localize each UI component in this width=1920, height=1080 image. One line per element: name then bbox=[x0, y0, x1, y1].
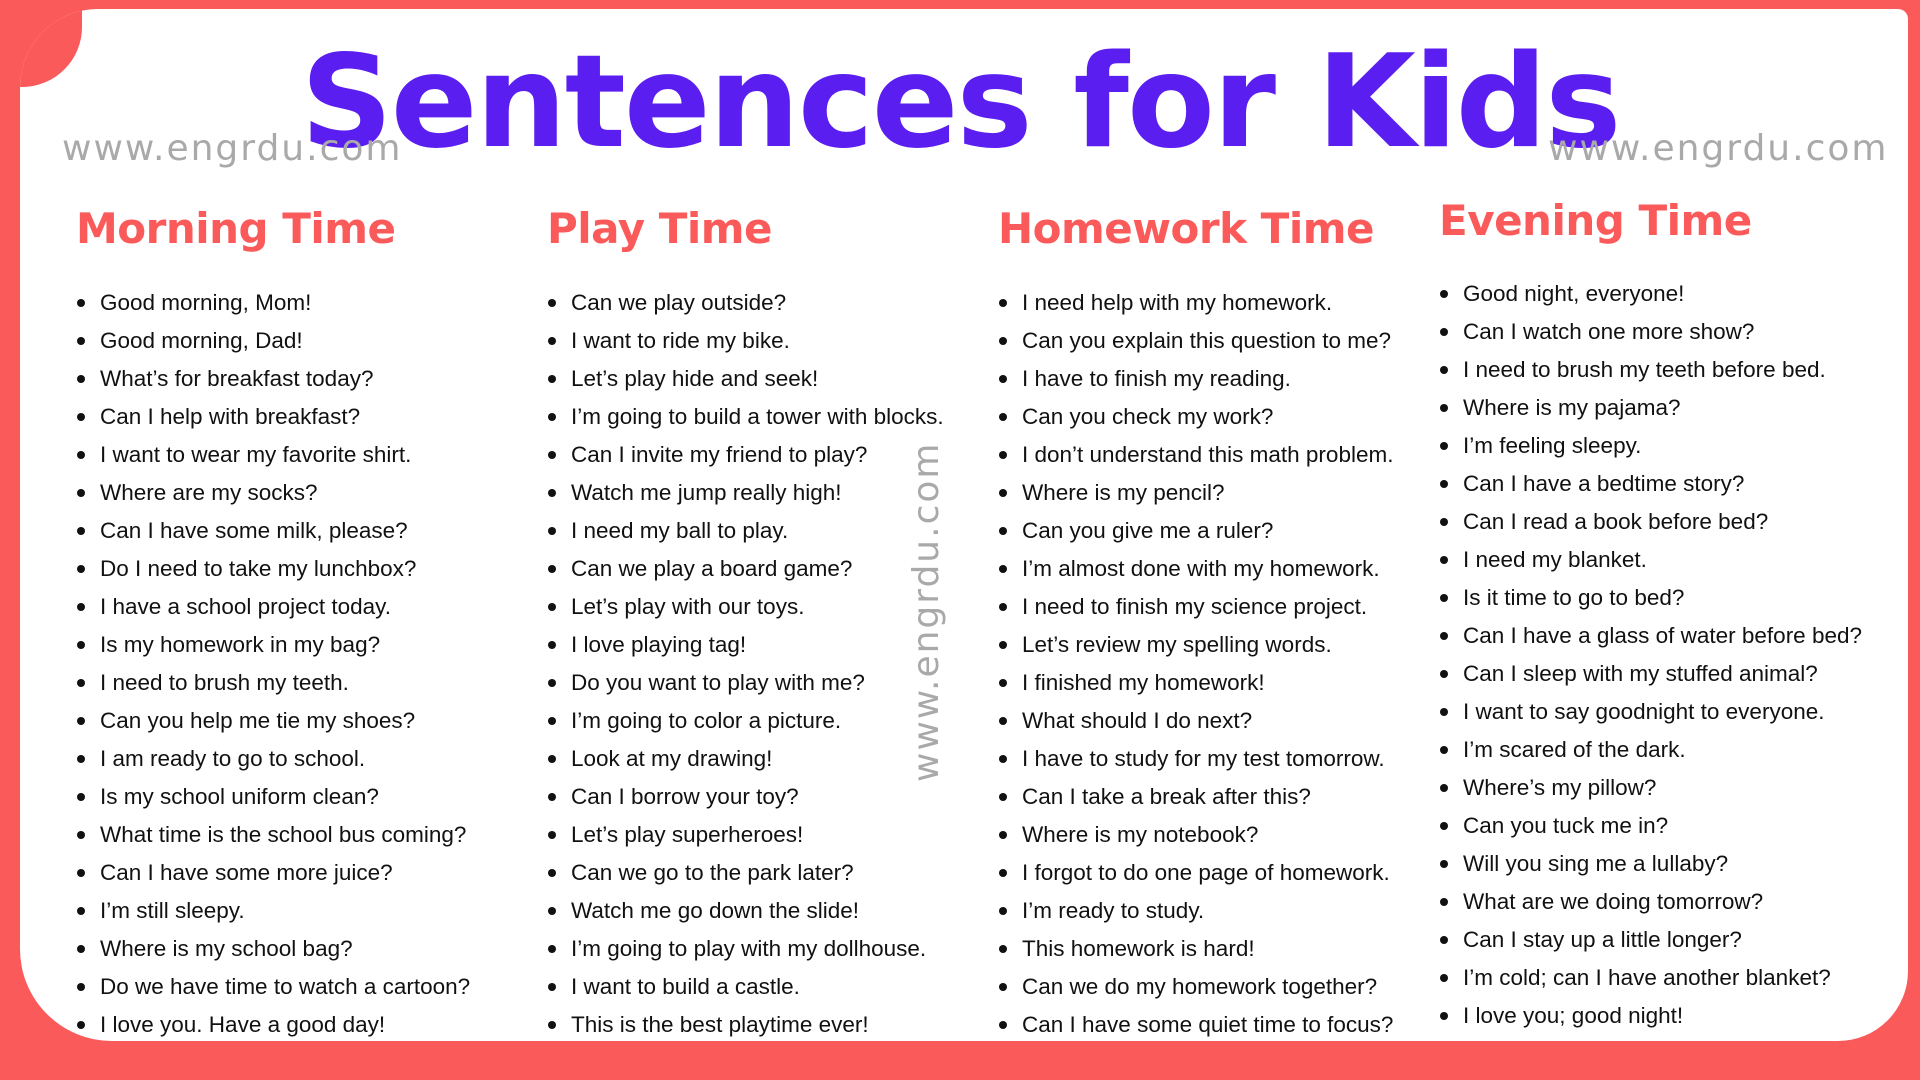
list-item bbox=[998, 702, 1393, 740]
sentence-text: Good morning, Mom! bbox=[100, 290, 312, 315]
sentence-text: I need to finish my science project. bbox=[1022, 594, 1368, 619]
list-item bbox=[1439, 731, 1862, 769]
list-item bbox=[1439, 351, 1862, 389]
bullet-icon bbox=[1440, 632, 1448, 640]
list-item bbox=[1439, 997, 1862, 1035]
sentence-text: Can I sleep with my stuffed animal? bbox=[1463, 661, 1818, 686]
bullet-icon bbox=[548, 527, 556, 535]
bullet-icon bbox=[548, 451, 556, 459]
sentence-text: What time is the school bus coming? bbox=[100, 822, 467, 847]
sentence-text: Watch me jump really high! bbox=[571, 480, 842, 505]
list-item bbox=[547, 284, 944, 322]
list-item bbox=[998, 284, 1393, 322]
list-item bbox=[547, 550, 944, 588]
list-item bbox=[1439, 313, 1862, 351]
list-item bbox=[1439, 845, 1862, 883]
sentence-text: Where is my pencil? bbox=[1022, 480, 1225, 505]
bullet-icon bbox=[548, 717, 556, 725]
sentence-text: I’m scared of the dark. bbox=[1463, 737, 1686, 762]
bullet-icon bbox=[1440, 442, 1448, 450]
sentence-text: Can I watch one more show? bbox=[1463, 319, 1755, 344]
sentence-text: Good night, everyone! bbox=[1463, 281, 1685, 306]
sentence-text: Look at my drawing! bbox=[571, 746, 773, 771]
list-item bbox=[76, 968, 470, 1006]
sentence-text: Do we have time to watch a cartoon? bbox=[100, 974, 471, 999]
sentence-text: Let’s review my spelling words. bbox=[1022, 632, 1332, 657]
sentence-text: I have to study for my test tomorrow. bbox=[1022, 746, 1385, 771]
list-item bbox=[1439, 579, 1862, 617]
list-item bbox=[998, 322, 1393, 360]
bullet-icon bbox=[548, 337, 556, 345]
list-item bbox=[76, 284, 470, 322]
bullet-icon bbox=[999, 717, 1007, 725]
sentence-text: I’m cold; can I have another blanket? bbox=[1463, 965, 1831, 990]
sentence-text: Can I have some milk, please? bbox=[100, 518, 408, 543]
bullet-icon bbox=[999, 945, 1007, 953]
bullet-icon bbox=[77, 983, 85, 991]
bullet-icon bbox=[77, 793, 85, 801]
bullet-icon bbox=[77, 489, 85, 497]
sentence-text: What’s for breakfast today? bbox=[100, 366, 374, 391]
bullet-icon bbox=[548, 1021, 556, 1029]
sentence-text: Can you check my work? bbox=[1022, 404, 1274, 429]
sentence-text: Let’s play superheroes! bbox=[571, 822, 804, 847]
sentence-text: I want to say goodnight to everyone. bbox=[1463, 699, 1825, 724]
list-item bbox=[1439, 427, 1862, 465]
sentence-list bbox=[1439, 275, 1862, 1035]
bullet-icon bbox=[999, 451, 1007, 459]
bullet-icon bbox=[999, 793, 1007, 801]
column-heading: Morning Time bbox=[76, 204, 396, 253]
list-item bbox=[547, 1006, 944, 1044]
sentence-text: This homework is hard! bbox=[1022, 936, 1255, 961]
list-item bbox=[998, 398, 1393, 436]
list-item bbox=[998, 626, 1393, 664]
sentence-text: Can I stay up a little longer? bbox=[1463, 927, 1742, 952]
bullet-icon bbox=[77, 603, 85, 611]
bullet-icon bbox=[999, 907, 1007, 915]
bullet-icon bbox=[999, 603, 1007, 611]
sentence-text: I don’t understand this math problem. bbox=[1022, 442, 1394, 467]
sentence-text: I’m ready to study. bbox=[1022, 898, 1205, 923]
list-item bbox=[1439, 617, 1862, 655]
sentence-list bbox=[76, 284, 470, 1044]
bullet-icon bbox=[1440, 898, 1448, 906]
sentence-text: Can I have some more juice? bbox=[100, 860, 393, 885]
list-item bbox=[998, 968, 1393, 1006]
list-item bbox=[76, 664, 470, 702]
bullet-icon bbox=[999, 299, 1007, 307]
sentence-text: Watch me go down the slide! bbox=[571, 898, 860, 923]
bullet-icon bbox=[77, 717, 85, 725]
list-item bbox=[998, 512, 1393, 550]
bullet-icon bbox=[548, 641, 556, 649]
bullet-icon bbox=[77, 565, 85, 573]
list-item bbox=[547, 588, 944, 626]
list-item bbox=[998, 816, 1393, 854]
bullet-icon bbox=[999, 375, 1007, 383]
column-morning-time bbox=[76, 204, 470, 1044]
bullet-icon bbox=[548, 413, 556, 421]
list-item bbox=[1439, 389, 1862, 427]
list-item bbox=[76, 892, 470, 930]
bullet-icon bbox=[999, 755, 1007, 763]
page-title: Sentences for Kids bbox=[300, 28, 1620, 177]
sentence-text: Can you tuck me in? bbox=[1463, 813, 1669, 838]
sentence-text: Is my homework in my bag? bbox=[100, 632, 381, 657]
bullet-icon bbox=[1440, 784, 1448, 792]
sentence-text: I’m going to play with my dollhouse. bbox=[571, 936, 927, 961]
website-watermark-right: www.engrdu.com bbox=[1548, 128, 1889, 169]
bullet-icon bbox=[548, 603, 556, 611]
bullet-icon bbox=[77, 337, 85, 345]
list-item bbox=[1439, 769, 1862, 807]
bullet-icon bbox=[548, 299, 556, 307]
list-item bbox=[76, 512, 470, 550]
sentence-text: Can I have a bedtime story? bbox=[1463, 471, 1745, 496]
sentence-text: I forgot to do one page of homework. bbox=[1022, 860, 1390, 885]
bullet-icon bbox=[999, 869, 1007, 877]
list-item bbox=[547, 930, 944, 968]
bullet-icon bbox=[548, 375, 556, 383]
list-item bbox=[998, 892, 1393, 930]
list-item bbox=[1439, 921, 1862, 959]
list-item bbox=[76, 930, 470, 968]
sentence-text: Where is my school bag? bbox=[100, 936, 353, 961]
list-item bbox=[76, 740, 470, 778]
bullet-icon bbox=[1440, 290, 1448, 298]
sentence-text: Do you want to play with me? bbox=[571, 670, 865, 695]
bullet-icon bbox=[77, 679, 85, 687]
sentence-text: I’m going to build a tower with blocks. bbox=[571, 404, 944, 429]
list-item bbox=[547, 474, 944, 512]
sentence-text: Can we go to the park later? bbox=[571, 860, 854, 885]
sentence-text: Where are my socks? bbox=[100, 480, 318, 505]
list-item bbox=[547, 968, 944, 1006]
bullet-icon bbox=[1440, 974, 1448, 982]
bullet-icon bbox=[77, 375, 85, 383]
sentence-text: Can we do my homework together? bbox=[1022, 974, 1378, 999]
list-item bbox=[76, 1006, 470, 1044]
website-watermark-vertical: www.engrdu.com bbox=[906, 441, 947, 782]
list-item bbox=[547, 512, 944, 550]
bullet-icon bbox=[999, 641, 1007, 649]
sentence-text: I have a school project today. bbox=[100, 594, 392, 619]
sentence-text: I love you; good night! bbox=[1463, 1003, 1684, 1028]
bullet-icon bbox=[77, 641, 85, 649]
bullet-icon bbox=[1440, 1012, 1448, 1020]
sentence-text: Can I read a book before bed? bbox=[1463, 509, 1769, 534]
bullet-icon bbox=[1440, 746, 1448, 754]
list-item bbox=[547, 892, 944, 930]
sentence-text: I need my blanket. bbox=[1463, 547, 1647, 572]
bullet-icon bbox=[548, 945, 556, 953]
sentence-text: This is the best playtime ever! bbox=[571, 1012, 869, 1037]
list-item bbox=[998, 778, 1393, 816]
list-item bbox=[1439, 883, 1862, 921]
sentence-text: Where is my notebook? bbox=[1022, 822, 1259, 847]
sentence-text: I want to build a castle. bbox=[571, 974, 800, 999]
list-item bbox=[998, 854, 1393, 892]
sentence-text: What are we doing tomorrow? bbox=[1463, 889, 1764, 914]
list-item bbox=[76, 778, 470, 816]
list-item bbox=[998, 588, 1393, 626]
list-item bbox=[547, 322, 944, 360]
list-item bbox=[76, 816, 470, 854]
list-item bbox=[76, 626, 470, 664]
bullet-icon bbox=[1440, 518, 1448, 526]
sentence-list bbox=[547, 284, 944, 1044]
sentence-text: Where is my pajama? bbox=[1463, 395, 1681, 420]
list-item bbox=[998, 930, 1393, 968]
list-item bbox=[1439, 275, 1862, 313]
column-heading: Evening Time bbox=[1439, 196, 1752, 245]
sentence-text: Can you give me a ruler? bbox=[1022, 518, 1274, 543]
website-watermark-left: www.engrdu.com bbox=[62, 128, 403, 169]
bullet-icon bbox=[999, 1021, 1007, 1029]
bullet-icon bbox=[77, 755, 85, 763]
list-item bbox=[998, 360, 1393, 398]
bullet-icon bbox=[999, 337, 1007, 345]
sentence-text: I’m going to color a picture. bbox=[571, 708, 842, 733]
column-homework-time bbox=[998, 204, 1393, 1044]
bullet-icon bbox=[999, 983, 1007, 991]
bullet-icon bbox=[1440, 404, 1448, 412]
sentence-text: I need to brush my teeth before bed. bbox=[1463, 357, 1826, 382]
sentence-text: Can I borrow your toy? bbox=[571, 784, 799, 809]
bullet-icon bbox=[1440, 556, 1448, 564]
sentence-text: I’m almost done with my homework. bbox=[1022, 556, 1380, 581]
bullet-icon bbox=[77, 413, 85, 421]
list-item bbox=[547, 778, 944, 816]
sentence-text: What should I do next? bbox=[1022, 708, 1253, 733]
list-item bbox=[1439, 465, 1862, 503]
bullet-icon bbox=[999, 831, 1007, 839]
bullet-icon bbox=[1440, 366, 1448, 374]
list-item bbox=[76, 854, 470, 892]
sentence-text: Can we play outside? bbox=[571, 290, 787, 315]
list-item bbox=[76, 588, 470, 626]
bullet-icon bbox=[77, 907, 85, 915]
list-item bbox=[998, 740, 1393, 778]
list-item bbox=[547, 702, 944, 740]
list-item bbox=[76, 360, 470, 398]
bullet-icon bbox=[548, 983, 556, 991]
list-item bbox=[1439, 693, 1862, 731]
bullet-icon bbox=[548, 907, 556, 915]
bullet-icon bbox=[548, 755, 556, 763]
sentence-text: Is my school uniform clean? bbox=[100, 784, 379, 809]
bullet-icon bbox=[77, 869, 85, 877]
list-item bbox=[76, 436, 470, 474]
sentence-list bbox=[998, 284, 1393, 1044]
bullet-icon bbox=[548, 565, 556, 573]
list-item bbox=[998, 1006, 1393, 1044]
sentence-text: I’m still sleepy. bbox=[100, 898, 245, 923]
list-item bbox=[1439, 959, 1862, 997]
sentence-text: Let’s play hide and seek! bbox=[571, 366, 819, 391]
bullet-icon bbox=[1440, 860, 1448, 868]
list-item bbox=[998, 550, 1393, 588]
list-item bbox=[76, 474, 470, 512]
sentence-text: I love you. Have a good day! bbox=[100, 1012, 386, 1037]
column-heading: Homework Time bbox=[998, 204, 1374, 253]
list-item bbox=[547, 398, 944, 436]
sentence-text: Let’s play with our toys. bbox=[571, 594, 805, 619]
sentence-text: Good morning, Dad! bbox=[100, 328, 303, 353]
sentence-text: Where’s my pillow? bbox=[1463, 775, 1657, 800]
sentence-text: I finished my homework! bbox=[1022, 670, 1265, 695]
list-item bbox=[547, 740, 944, 778]
sentence-text: I want to wear my favorite shirt. bbox=[100, 442, 412, 467]
list-item bbox=[1439, 541, 1862, 579]
bullet-icon bbox=[548, 489, 556, 497]
sentence-text: I want to ride my bike. bbox=[571, 328, 790, 353]
sentence-text: Can I help with breakfast? bbox=[100, 404, 361, 429]
column-heading: Play Time bbox=[547, 204, 773, 253]
bullet-icon bbox=[1440, 670, 1448, 678]
list-item bbox=[1439, 503, 1862, 541]
bullet-icon bbox=[548, 793, 556, 801]
bullet-icon bbox=[999, 565, 1007, 573]
bullet-icon bbox=[1440, 822, 1448, 830]
sentence-text: Will you sing me a lullaby? bbox=[1463, 851, 1729, 876]
list-item bbox=[547, 626, 944, 664]
list-item bbox=[998, 664, 1393, 702]
list-item bbox=[76, 550, 470, 588]
bullet-icon bbox=[1440, 480, 1448, 488]
column-play-time bbox=[547, 204, 944, 1044]
bullet-icon bbox=[999, 489, 1007, 497]
bullet-icon bbox=[77, 527, 85, 535]
list-item bbox=[1439, 807, 1862, 845]
bullet-icon bbox=[548, 679, 556, 687]
sentence-text: Can we play a board game? bbox=[571, 556, 853, 581]
sentence-text: I’m feeling sleepy. bbox=[1463, 433, 1642, 458]
sentence-text: Can I have some quiet time to focus? bbox=[1022, 1012, 1394, 1037]
bullet-icon bbox=[77, 1021, 85, 1029]
bullet-icon bbox=[77, 299, 85, 307]
list-item bbox=[547, 436, 944, 474]
bullet-icon bbox=[77, 945, 85, 953]
sentence-text: I need to brush my teeth. bbox=[100, 670, 349, 695]
sentence-text: I need help with my homework. bbox=[1022, 290, 1333, 315]
list-item bbox=[547, 664, 944, 702]
list-item bbox=[547, 360, 944, 398]
sentence-text: Do I need to take my lunchbox? bbox=[100, 556, 417, 581]
bullet-icon bbox=[999, 679, 1007, 687]
sentence-text: Can you explain this question to me? bbox=[1022, 328, 1391, 353]
column-evening-time bbox=[1439, 196, 1862, 1035]
sentence-text: Is it time to go to bed? bbox=[1463, 585, 1685, 610]
sentence-text: Can you help me tie my shoes? bbox=[100, 708, 416, 733]
sentence-text: I need my ball to play. bbox=[571, 518, 789, 543]
list-item bbox=[998, 474, 1393, 512]
bullet-icon bbox=[1440, 594, 1448, 602]
sentence-text: Can I invite my friend to play? bbox=[571, 442, 868, 467]
sentence-text: I love playing tag! bbox=[571, 632, 747, 657]
list-item bbox=[547, 854, 944, 892]
bullet-icon bbox=[1440, 936, 1448, 944]
list-item bbox=[76, 398, 470, 436]
sentence-text: I have to finish my reading. bbox=[1022, 366, 1291, 391]
bullet-icon bbox=[1440, 328, 1448, 336]
bullet-icon bbox=[1440, 708, 1448, 716]
bullet-icon bbox=[77, 451, 85, 459]
list-item bbox=[76, 702, 470, 740]
list-item bbox=[1439, 655, 1862, 693]
sentence-text: Can I have a glass of water before bed? bbox=[1463, 623, 1863, 648]
bullet-icon bbox=[548, 831, 556, 839]
bullet-icon bbox=[548, 869, 556, 877]
list-item bbox=[547, 816, 944, 854]
list-item bbox=[76, 322, 470, 360]
sentence-text: Can I take a break after this? bbox=[1022, 784, 1311, 809]
bullet-icon bbox=[999, 527, 1007, 535]
sentence-text: I am ready to go to school. bbox=[100, 746, 366, 771]
bullet-icon bbox=[77, 831, 85, 839]
bullet-icon bbox=[999, 413, 1007, 421]
list-item bbox=[998, 436, 1393, 474]
